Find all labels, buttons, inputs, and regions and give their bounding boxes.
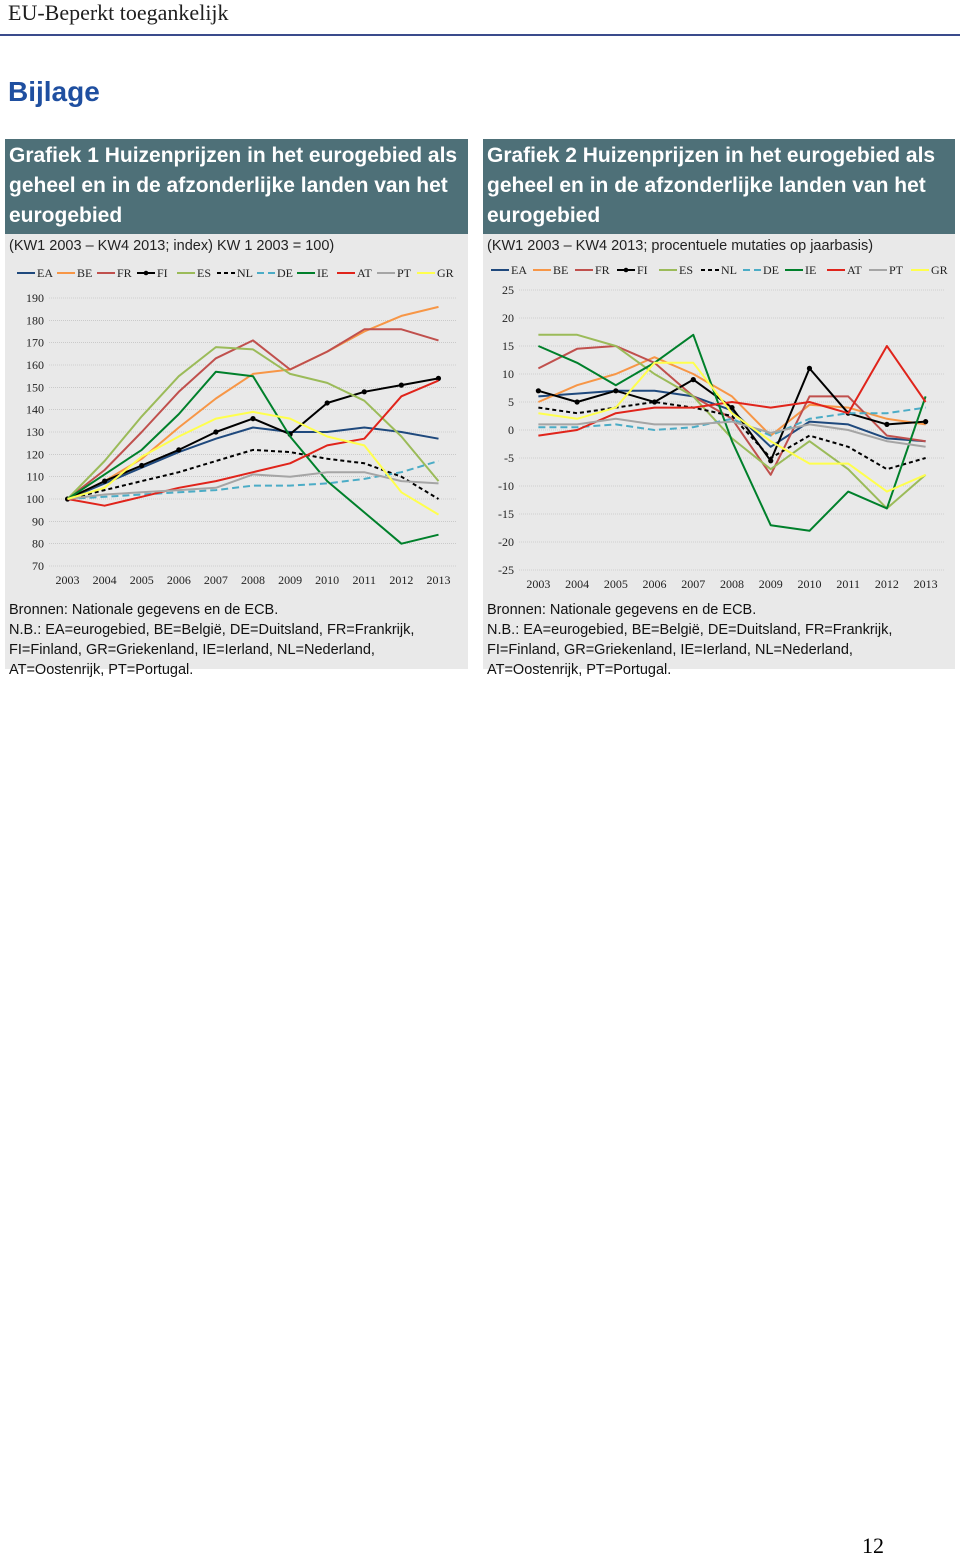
- x-tick-label: 2012: [875, 577, 899, 591]
- chart-subtitle: (KW1 2003 – KW4 2013; procentuele mutaties op jaarbasis): [483, 234, 955, 258]
- legend-marker: [624, 268, 629, 273]
- series-line-at: [68, 381, 439, 506]
- data-point-fi: [102, 479, 107, 484]
- x-tick-label: 2011: [836, 577, 860, 591]
- legend-label: DE: [277, 266, 293, 280]
- chart-note-line-2: FI=Finland, GR=Griekenland, IE=Ierland, NL=Nederland,: [9, 640, 464, 660]
- data-point-fi: [613, 388, 618, 393]
- y-tick-label: 90: [32, 514, 44, 528]
- chart-2-svg: [483, 258, 955, 600]
- data-point-fi: [923, 419, 928, 424]
- x-tick-label: 2004: [565, 577, 589, 591]
- legend-label: EA: [511, 263, 527, 277]
- series-line-gr: [538, 363, 925, 492]
- x-tick-label: 2012: [389, 573, 413, 587]
- x-tick-label: 2010: [315, 573, 339, 587]
- y-tick-label: 140: [26, 403, 44, 417]
- chart-title: Grafiek 1 Huizenprijzen in het eurogebied als geheel en in de afzonderlijke landen van het eurogebied: [5, 139, 468, 234]
- chart-source: Bronnen: Nationale gegevens en de ECB.: [9, 600, 464, 620]
- x-tick-label: 2013: [426, 573, 450, 587]
- chart-note-line-3: AT=Oostenrijk, PT=Portugal.: [9, 660, 464, 680]
- y-tick-label: 10: [502, 367, 514, 381]
- y-tick-label: 170: [26, 336, 44, 350]
- y-tick-label: 5: [508, 395, 514, 409]
- section-title: Bijlage: [8, 76, 100, 108]
- legend-label: IE: [317, 266, 328, 280]
- legend-label: NL: [721, 263, 737, 277]
- x-tick-label: 2003: [526, 577, 550, 591]
- x-tick-label: 2008: [241, 573, 265, 587]
- y-tick-label: 190: [26, 291, 44, 305]
- chart-title: Grafiek 2 Huizenprijzen in het eurogebied als geheel en in de afzonderlijke landen van het eurogebied: [483, 139, 955, 234]
- x-tick-label: 2006: [643, 577, 667, 591]
- header-divider: [0, 34, 960, 36]
- chart-note-line-2: FI=Finland, GR=Griekenland, IE=Ierland, NL=Nederland,: [487, 640, 951, 660]
- y-tick-label: 120: [26, 447, 44, 461]
- x-tick-label: 2006: [167, 573, 191, 587]
- legend-label: PT: [397, 266, 412, 280]
- y-tick-label: -15: [498, 507, 514, 521]
- y-tick-label: -5: [504, 451, 514, 465]
- y-tick-label: 25: [502, 283, 514, 297]
- y-tick-label: 20: [502, 311, 514, 325]
- x-tick-label: 2007: [204, 573, 228, 587]
- data-point-fi: [325, 400, 330, 405]
- legend-label: FR: [595, 263, 610, 277]
- x-tick-label: 2011: [352, 573, 376, 587]
- chart-source: Bronnen: Nationale gegevens en de ECB.: [487, 600, 951, 620]
- chart-1-svg: [5, 258, 468, 600]
- y-tick-label: 110: [26, 470, 44, 484]
- y-tick-label: 130: [26, 425, 44, 439]
- legend-label: IE: [805, 263, 816, 277]
- y-tick-label: 0: [508, 423, 514, 437]
- chart-note-line-3: AT=Oostenrijk, PT=Portugal.: [487, 660, 951, 680]
- chart-subtitle: (KW1 2003 – KW4 2013; index) KW 1 2003 = 100): [5, 234, 468, 258]
- legend-label: DE: [763, 263, 779, 277]
- legend-label: AT: [847, 263, 862, 277]
- x-tick-label: 2005: [604, 577, 628, 591]
- legend-label: ES: [197, 266, 211, 280]
- chart-notes: [483, 600, 955, 680]
- y-tick-label: 15: [502, 339, 514, 353]
- legend-label: BE: [553, 263, 568, 277]
- data-point-fi: [250, 416, 255, 421]
- legend-label: GR: [437, 266, 454, 280]
- y-tick-label: 70: [32, 559, 44, 573]
- chart-panel-1: [5, 139, 468, 669]
- data-point-fi: [536, 388, 541, 393]
- x-tick-label: 2009: [278, 573, 302, 587]
- y-tick-label: 100: [26, 492, 44, 506]
- series-line-ie: [538, 335, 925, 531]
- legend-label: EA: [37, 266, 53, 280]
- chart-notes: [5, 600, 468, 680]
- legend-label: AT: [357, 266, 372, 280]
- data-point-fi: [176, 447, 181, 452]
- data-point-fi: [884, 422, 889, 427]
- legend-label: NL: [237, 266, 253, 280]
- page-number: 12: [862, 1533, 884, 1559]
- x-tick-label: 2007: [681, 577, 705, 591]
- legend-label: ES: [679, 263, 693, 277]
- data-point-fi: [807, 366, 812, 371]
- legend-label: FR: [117, 266, 132, 280]
- legend-label: FI: [157, 266, 168, 280]
- data-point-fi: [213, 429, 218, 434]
- x-tick-label: 2010: [797, 577, 821, 591]
- y-tick-label: -10: [498, 479, 514, 493]
- x-tick-label: 2013: [914, 577, 938, 591]
- legend-label: FI: [637, 263, 648, 277]
- document-header: EU-Beperkt toegankelijk: [8, 0, 229, 26]
- legend-label: BE: [77, 266, 92, 280]
- y-tick-label: -25: [498, 563, 514, 577]
- x-tick-label: 2009: [759, 577, 783, 591]
- y-tick-label: 80: [32, 537, 44, 551]
- chart-panel-2: [483, 139, 955, 669]
- x-tick-label: 2003: [56, 573, 80, 587]
- data-point-fi: [436, 376, 441, 381]
- x-tick-label: 2008: [720, 577, 744, 591]
- data-point-fi: [139, 463, 144, 468]
- x-tick-label: 2004: [93, 573, 117, 587]
- chart-note-line-1: N.B.: EA=eurogebied, BE=België, DE=Duitsland, FR=Frankrijk,: [9, 620, 464, 640]
- y-tick-label: -20: [498, 535, 514, 549]
- legend-label: PT: [889, 263, 904, 277]
- legend-marker: [144, 271, 149, 276]
- series-line-ie: [68, 372, 439, 544]
- x-tick-label: 2005: [130, 573, 154, 587]
- chart-note-line-1: N.B.: EA=eurogebied, BE=België, DE=Duitsland, FR=Frankrijk,: [487, 620, 951, 640]
- y-tick-label: 160: [26, 358, 44, 372]
- data-point-fi: [399, 383, 404, 388]
- y-tick-label: 180: [26, 313, 44, 327]
- y-tick-label: 150: [26, 380, 44, 394]
- data-point-fi: [574, 399, 579, 404]
- data-point-fi: [691, 377, 696, 382]
- data-point-fi: [362, 389, 367, 394]
- legend-label: GR: [931, 263, 948, 277]
